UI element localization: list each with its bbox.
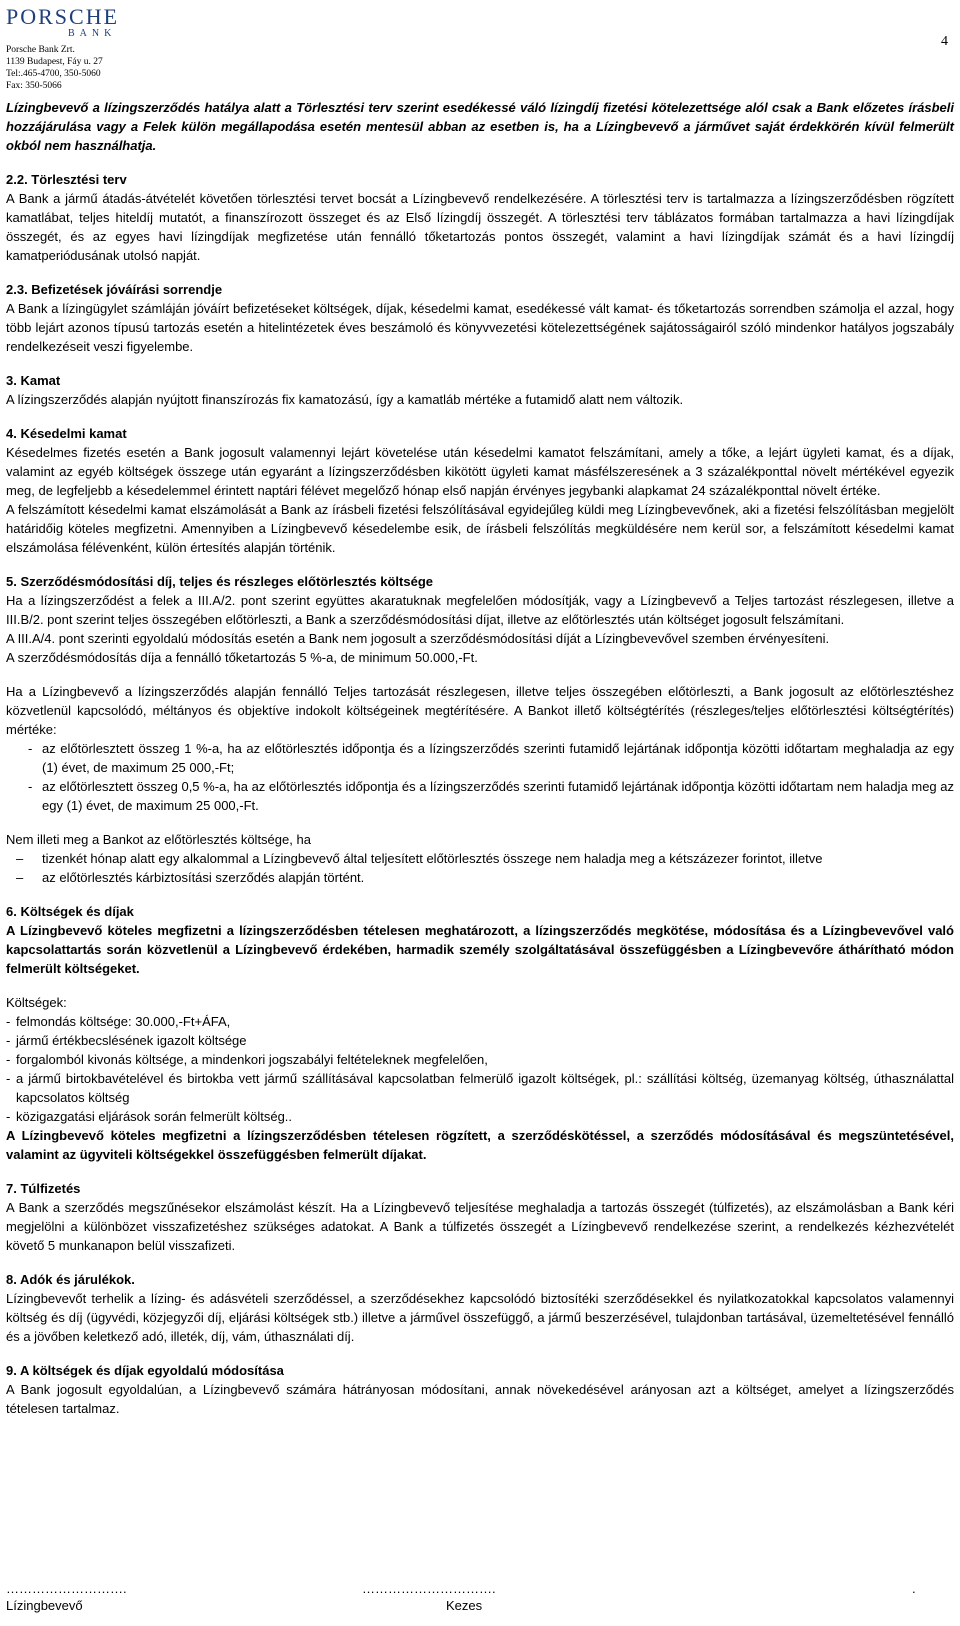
dash-bullet: – xyxy=(16,870,24,885)
section-9-text: A Bank jogosult egyoldalúan, a Lízingbevevő számára hátrányosan módosítani, annak növekedésével arányosan azt a költséget, amelyet a lízingszerződés tételesen tartalmaz. xyxy=(6,1382,954,1416)
section-5-text-2: A III.A/4. pont szerinti egyoldalú módosítás esetén a Bank nem jogosult a szerződésmódosítási díját a Lízingbevevővel szemben érvényesíteni. xyxy=(6,631,830,646)
list-item xyxy=(6,1107,954,1126)
section-4-title: 4. Késedelmi kamat xyxy=(6,426,127,441)
dash-bullet: - xyxy=(28,741,33,756)
dash-bullet: - xyxy=(6,1052,11,1067)
list-item-text: a jármű birtokbavételével és birtokba vett jármű szállításával kapcsolatban felmerülő igazolt költségek, pl.: szállítási költség, üzemanyag költség, úthasználattal kapcsolatos költség xyxy=(16,1071,954,1105)
dash-bullet: - xyxy=(28,779,33,794)
signature-lizingbevevo xyxy=(6,1580,127,1614)
section-5-text-3: A szerződésmódosítás díja a fennálló tőketartozás 5 %-a, de minimum 50.000,-Ft. xyxy=(6,650,478,665)
list-item xyxy=(6,868,954,887)
section-5-title: 5. Szerződésmódosítási díj, teljes és részleges előtörlesztés költsége xyxy=(6,574,434,589)
list-item-text: az előtörlesztett összeg 1 %-a, ha az előtörlesztés időpontja és a lízingszerződés szerinti futamidő lejártának időpontja közötti időtartam meghaladja az egy (1) évet, de maximum 25 000,-Ft; xyxy=(42,741,954,775)
list-item xyxy=(6,739,954,777)
signature-line-right: . xyxy=(912,1581,916,1596)
signature-line: ………………………. xyxy=(6,1581,127,1596)
letterhead xyxy=(6,6,186,92)
list-item xyxy=(6,849,954,868)
list-item-text: tizenkét hónap alatt egy alkalommal a Lízingbevevő által teljesített előtörlesztés összege nem haladja meg a kétszázezer forintot, illetve xyxy=(42,851,823,866)
signature-label: Lízingbevevő xyxy=(6,1598,83,1613)
section-8-text: Lízingbevevőt terhelik a lízing- és adásvételi szerződéssel, a szerződésekhez kapcsolódó biztosítéki szerződésekkel és nyilatkozatokkal kapcsolatos valamennyi költség és díj (ügyvédi, közjegyzői díj, eljárási költségek stb.) illetve a járművel összefüggő, a jármű beszerzésével, tulajdonban tartásával, üzemeltetésével fennálló és a jövőben keletkező adó, illeték, díj, vám, úthasználati díj. xyxy=(6,1291,954,1344)
section-2-2-text: A Bank a jármű átadás-átvételét követően törlesztési tervet bocsát a Lízingbevevő rendelkezésére. A törlesztési terv is tartalmazza a lízingszerződésben rögzített kamatlábat, teljes hiteldíj mutatót, a finanszírozott összeget és az Első lízingdíj összegét. A törlesztési terv táblázatos formában tartalmazza a havi lízingdíjak összegét, és az egyes havi lízingdíjak megfizetése után fennálló tőketartozás pontos összegét, valamint a havi lízingdíjak számát és a havi lízingdíj kamatperiódusának utolsó napját. xyxy=(6,191,954,263)
signature-label: Kezes xyxy=(446,1598,483,1613)
section-2-3-title: 2.3. Befizetések jóváírási sorrendje xyxy=(6,282,223,297)
company-name: Porsche Bank Zrt. xyxy=(6,45,75,55)
list-item-text: jármű értékbecslésének igazolt költsége xyxy=(16,1033,247,1048)
section-9-title: 9. A költségek és díjak egyoldalú módosítása xyxy=(6,1363,284,1378)
list-item-text: forgalomból kivonás költsége, a mindenkori jogszabályi feltételeknek megfelelően, xyxy=(16,1052,488,1067)
list-item xyxy=(6,1012,954,1031)
section-2-2-title: 2.2. Törlesztési terv xyxy=(6,172,127,187)
section-4-text-2: A felszámított késedelmi kamat elszámolását a Bank az írásbeli fizetési felszólításával egyidejűleg küldi meg Lízingbevevőnek, aki a fizetési felszólításban megjelölt határidőig köteles megfizetni. Amennyiben a Lízingbevevő késedelembe esik, de írásbeli felszólítás megküldésére nem kerül sor, a felszámított késedelmi kamat elszámolása félévenként, külön értesítés alapján történik. xyxy=(6,502,954,555)
section-5-text-4: Ha a Lízingbevevő a lízingszerződés alapján fennálló Teljes tartozását részlegesen, illetve teljes összegében előtörleszti, a Bank jogosult az előtörlesztéshez közvetlenül kapcsolódó, méltányos és objektíve indokolt költségeinek megtérítésére. A Bankot illető költségtérítés (részleges/teljes előtörlesztési költségtérítés) mértéke: xyxy=(6,684,954,737)
bank-logo-sub: BANK xyxy=(68,28,117,39)
dash-bullet: - xyxy=(6,1071,11,1086)
dash-bullet: - xyxy=(6,1033,11,1048)
intro-paragraph: Lízingbevevő a lízingszerződés hatálya alatt a Törlesztési terv szerint esedékessé váló lízingdíj fizetési kötelezettsége alól csak a Bank előzetes írásbeli hozzájárulása vagy a Felek külön megállapodása esetén mentesül abban az esetben is, ha a Lízingbevevő a járművet saját érdekkörén kívül felmerült okból nem használhatja. xyxy=(6,100,954,153)
company-phone: Tel:.465-4700, 350-5060 xyxy=(6,69,101,79)
list-item-text: felmondás költsége: 30.000,-Ft+ÁFA, xyxy=(16,1014,231,1029)
section-5-text-1: Ha a lízingszerződést a felek a III.A/2. pont szerint együttes akaratuknak megfelelően módosítják, vagy a Lízingbevevő a Teljes tartozást részlegesen, illetve a III.B/2. pont szerint teljes összegében előtörleszti, a Bank a szerződésmódosítási díjat, illetve az előtörlesztés után költséget jogosult felszámítani. xyxy=(6,593,954,627)
list-item xyxy=(6,1031,954,1050)
company-street: 1139 Budapest, Fáy u. 27 xyxy=(6,57,103,67)
document-body xyxy=(6,98,954,1418)
dash-bullet: – xyxy=(16,851,24,866)
dash-bullet: - xyxy=(6,1109,11,1124)
list-item-text: közigazgatási eljárások során felmerült költség.. xyxy=(16,1109,293,1124)
costs-label: Költségek: xyxy=(6,995,67,1010)
list-item xyxy=(6,777,954,815)
section-6-text-2: A Lízingbevevő köteles megfizetni a lízingszerződésben tételesen rögzített, a szerződéskötéssel, a szerződés módosításával és megszüntetésével, valamint az ügyviteli költségekkel összefüggésben felmerült díjakat. xyxy=(6,1128,954,1162)
signature-kezes xyxy=(362,1580,496,1614)
dash-bullet: - xyxy=(6,1014,11,1029)
section-5-text-5: Nem illeti meg a Bankot az előtörlesztés költsége, ha xyxy=(6,832,311,847)
company-fax: Fax: 350-5066 xyxy=(6,81,62,91)
section-8-title: 8. Adók és járulékok. xyxy=(6,1272,135,1287)
list-item xyxy=(6,1069,954,1107)
section-4-text-1: Késedelmes fizetés esetén a Bank jogosult valamennyi lejárt követelése után késedelmi kamatot felszámítani, amely a tőke, a lejárt ügyleti kamat, és a díjak, valamint az egyéb költségek összege után egyaránt a lízingszerződésben kikötött ügyleti kamat másfélszeresének a 3 százalékponttal növelt mértékével egyezik meg, de legfeljebb a késedelemmel érintett naptári félévet megelőző hónap első napján érvényes jegybanki alapkamat 24 százalékponttal növelt értéke. xyxy=(6,445,954,498)
page-number: 4 xyxy=(941,34,948,49)
list-item-text: az előtörlesztés kárbiztosítási szerződés alapján történt. xyxy=(42,870,365,885)
section-6-text-1: A Lízingbevevő köteles megfizetni a lízingszerződésben tételesen meghatározott, a lízingszerződés megkötése, módosítása és a Lízingbevevővel való kapcsolattartás során közvetlenül a Lízingbevevő érdekében, harmadik személy szolgáltatásával összefüggésben a Lízingbevevőre áthárítható módon felmerült költségeket. xyxy=(6,923,954,976)
porsche-bank-logo: PORSCHE xyxy=(6,4,120,29)
company-address xyxy=(6,44,186,92)
section-2-3-text: A Bank a lízingügylet számláján jóváírt befizetéseket költségek, díjak, késedelmi kamat, esedékessé vált kamat- és tőketartozás sorrendben számolja el azzal, hogy több lejárt azonos típusú tartozás esetén a hitelintézetek éves beszámoló és könyvvezetési kötelezettségének sajátosságairól szóló mindenkor hatályos jogszabály rendelkezéseit veszi figyelembe. xyxy=(6,301,954,354)
section-6-title: 6. Költségek és díjak xyxy=(6,904,134,919)
section-7-title: 7. Túlfizetés xyxy=(6,1181,81,1196)
section-3-title: 3. Kamat xyxy=(6,373,61,388)
list-item-text: az előtörlesztett összeg 0,5 %-a, ha az előtörlesztés időpontja és a lízingszerződés szerinti futamidő lejártának időpontja közötti időtartam nem haladja meg az egy (1) évet, de maximum 25 000,-Ft. xyxy=(42,779,954,813)
list-item xyxy=(6,1050,954,1069)
section-3-text: A lízingszerződés alapján nyújtott finanszírozás fix kamatozású, így a kamatláb mértéke a futamidő alatt nem változik. xyxy=(6,392,684,407)
section-7-text: A Bank a szerződés megszűnésekor elszámolást készít. Ha a Lízingbevevő teljesítése meghaladja a tartozás összegét (túlfizetés), az elszámolásban a Bank kéri megjelölni a különbözet visszafizetéshez szükséges adatokat. A Bank a túlfizetés összegét a Lízingbevevő rendelkezése szerint, a rendelkezés kézhezvételét követő 5 munkanapon belül visszafizeti. xyxy=(6,1200,954,1253)
signature-line: …………………………. xyxy=(362,1581,496,1596)
